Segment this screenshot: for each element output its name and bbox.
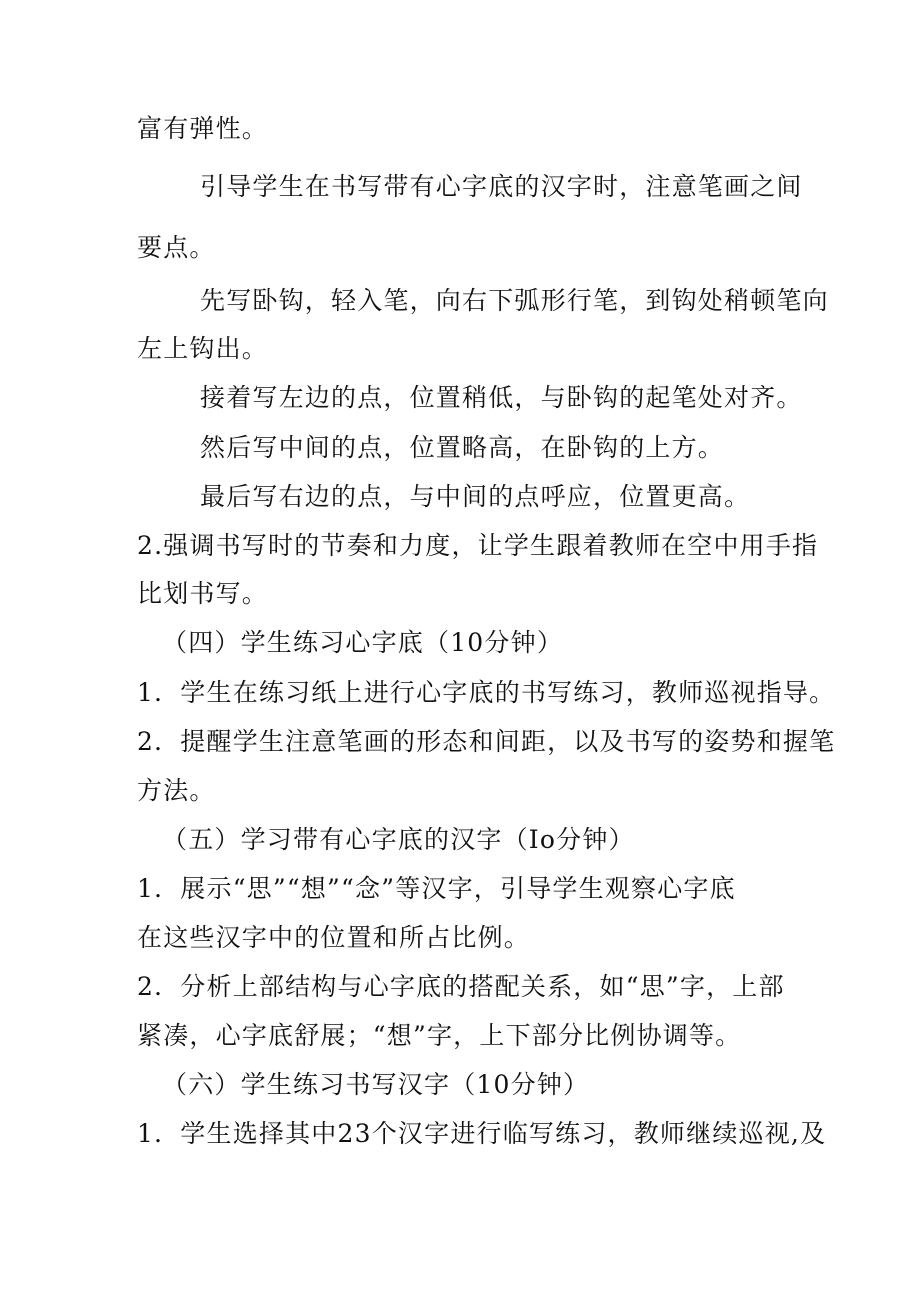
text-line: 2.强调书写时的节奏和力度，让学生跟着教师在空中用手指 bbox=[137, 531, 819, 560]
text-line: 方法。 bbox=[137, 776, 216, 805]
text-line: 先写卧钩，轻入笔，向右下弧形行笔，到钩处稍顿笔向 bbox=[200, 286, 829, 315]
text-line: 2．提醒学生注意笔画的形态和间距，以及书写的姿势和握笔 bbox=[137, 727, 836, 756]
text-line: 然后写中间的点，位置略高，在卧钩的上方。 bbox=[200, 433, 725, 462]
text-line: 引导学生在书写带有心字底的汉字时，注意笔画之间 bbox=[200, 172, 803, 201]
section-heading: （五）学习带有心字底的汉字（Io分钟） bbox=[162, 825, 635, 854]
text-line: 左上钩出。 bbox=[137, 334, 269, 363]
text-line: 要点。 bbox=[137, 233, 216, 262]
text-line: 紧凑，心字底舒展；“想”字，上下部分比例协调等。 bbox=[137, 1021, 742, 1050]
section-heading: （四）学生练习心字底（10分钟） bbox=[162, 628, 564, 657]
text-line: 1．学生在练习纸上进行心字底的书写练习，教师巡视指导。 bbox=[137, 678, 836, 707]
section-heading: （六）学生练习书写汉字（10分钟） bbox=[162, 1070, 590, 1099]
text-line: 1．学生选择其中23个汉字进行临写练习，教师继续巡视,及 bbox=[137, 1119, 827, 1148]
text-line: 在这些汉字中的位置和所占比例。 bbox=[137, 923, 531, 952]
text-line: 1．展示“思”“想”“念”等汉字，引导学生观察心字底 bbox=[137, 874, 736, 903]
text-line: 接着写左边的点，位置稍低，与卧钩的起笔处对齐。 bbox=[200, 383, 803, 412]
text-line: 2．分析上部结构与心字底的搭配关系，如“思”字，上部 bbox=[137, 972, 785, 1001]
text-line: 富有弹性。 bbox=[137, 114, 269, 143]
text-line: 比划书写。 bbox=[137, 579, 269, 608]
text-line: 最后写右边的点，与中间的点呼应，位置更高。 bbox=[200, 482, 751, 511]
